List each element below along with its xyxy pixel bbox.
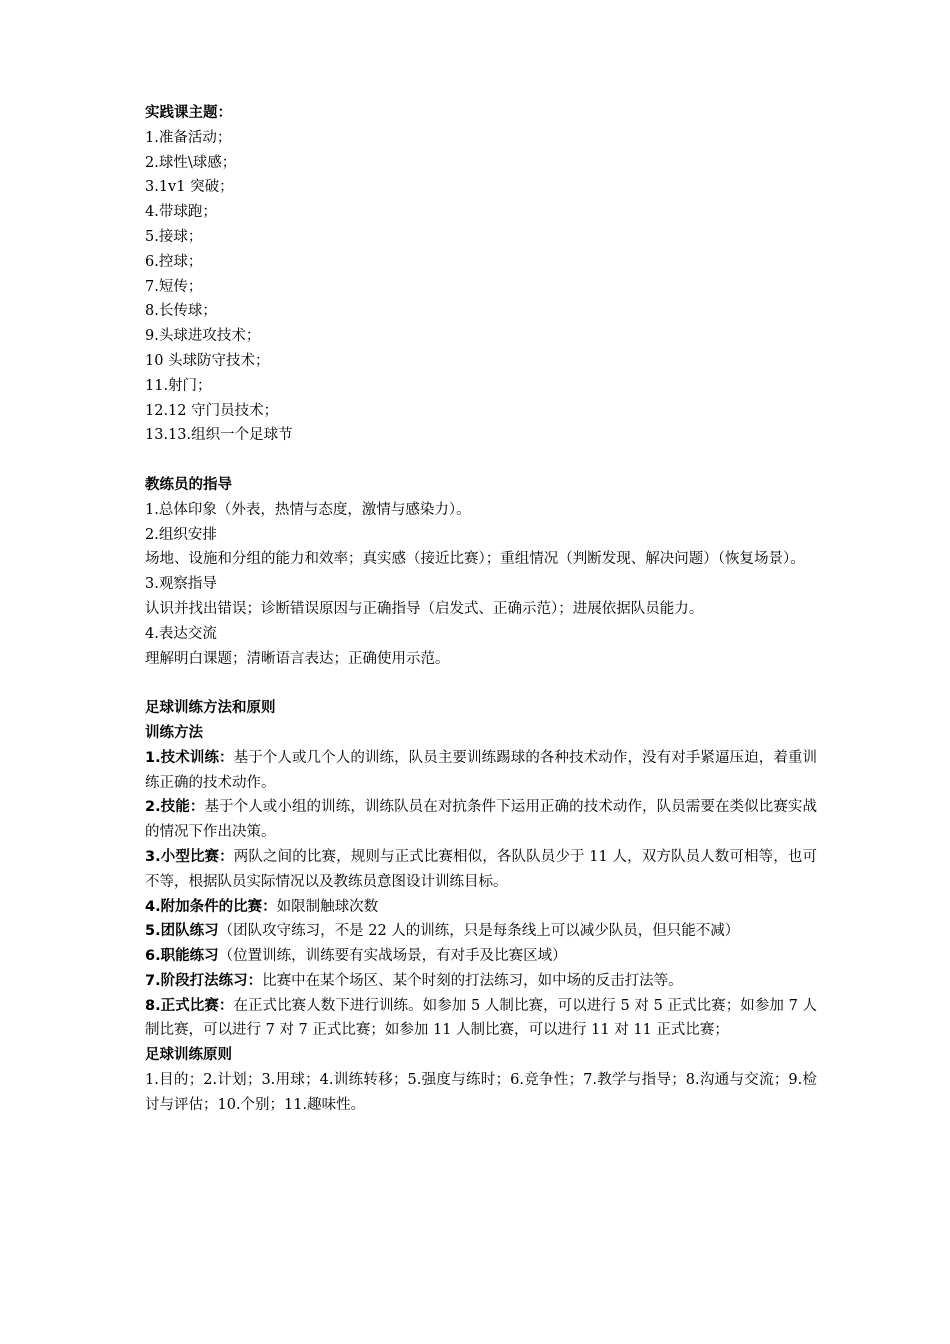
- subsection-title-training-methods: 训练方法: [145, 724, 203, 741]
- guidance-line: 4.表达交流: [145, 625, 217, 642]
- method-item: [145, 994, 817, 1044]
- list-item: 9.头球进攻技术；: [145, 328, 261, 345]
- spacer: [145, 448, 817, 473]
- method-lead: 1.技术训练：: [145, 749, 234, 766]
- method-item: [145, 919, 817, 944]
- list-item: 12.12 守门员技术；: [145, 402, 279, 419]
- method-lead: 6.职能练习: [145, 948, 219, 965]
- list-item: 3.1v1 突破；: [145, 179, 234, 196]
- spacer: [145, 671, 817, 696]
- method-item: [145, 795, 817, 845]
- section-title-practice-topics: 实践课主题：: [145, 105, 232, 121]
- list-item: 8.长传球；: [145, 303, 217, 320]
- method-lead: 8.正式比赛：: [145, 997, 234, 1014]
- document-page: [145, 101, 817, 1118]
- method-item: [145, 746, 817, 796]
- guidance-line: 理解明白课题；清晰语言表达；正确使用示范。: [145, 650, 450, 667]
- method-lead: 3.小型比赛：: [145, 848, 234, 865]
- guidance-line: 认识并找出错误；诊断错误原因与正确指导（启发式、正确示范）；进展依据队员能力。: [145, 600, 704, 617]
- guidance-line: 1.总体印象（外表，热情与态度，激情与感染力）。: [145, 501, 471, 518]
- method-item: [145, 895, 817, 920]
- method-lead: 2.技能：: [145, 799, 205, 816]
- method-text: 基于个人或小组的训练，训练队员在对抗条件下运用正确的技术动作，队员需要在类似比赛实战的情况下作出决策。: [145, 799, 817, 841]
- list-item: 4.带球跑；: [145, 204, 217, 221]
- list-item: 5.接球；: [145, 228, 203, 245]
- list-item: 6.控球；: [145, 253, 203, 270]
- method-text: 基于个人或几个人的训练，队员主要训练踢球的各种技术动作，没有对手紧逼压迫，着重训练正确的技术动作。: [145, 749, 817, 791]
- list-item: 10 头球防守技术；: [145, 352, 270, 369]
- list-item: 7.短传；: [145, 278, 203, 295]
- method-item: [145, 944, 817, 969]
- guidance-line: 2.组织安排: [145, 526, 217, 543]
- section-title-coach-guidance: 教练员的指导: [145, 476, 232, 493]
- method-lead: 4.附加条件的比赛：: [145, 898, 277, 915]
- method-text: 如限制触球次数: [276, 898, 379, 915]
- method-lead: 7.阶段打法练习：: [145, 972, 263, 989]
- method-item: [145, 969, 817, 994]
- method-text: 两队之间的比赛，规则与正式比赛相似，各队队员少于 11 人，双方队员人数可相等，也可不等，根据队员实际情况以及教练员意图设计训练目标。: [145, 848, 817, 890]
- guidance-line: 场地、设施和分组的能力和效率；真实感（接近比赛）；重组情况（判断发现、解决问题）（恢复场景）。: [145, 551, 805, 568]
- section-title-training-methods-principles: 足球训练方法和原则: [145, 700, 276, 717]
- method-text: （位置训练，训练要有实战场景，有对手及比赛区域）: [218, 948, 567, 965]
- list-item: 13.13.组织一个足球节: [145, 427, 293, 444]
- list-item: 11.射门；: [145, 377, 212, 394]
- list-item: 2.球性\球感；: [145, 154, 237, 171]
- method-text: 在正式比赛人数下进行训练。如参加 5 人制比赛，可以进行 5 对 5 正式比赛；如参加 7 人制比赛，可以进行 7 对 7 正式比赛；如参加 11 人制比赛，可以进行 11 对 11 正式比赛；: [145, 997, 817, 1039]
- method-item: [145, 845, 817, 895]
- method-text: （团队攻守练习，不是 22 人的训练，只是每条线上可以减少队员，但只能不减）: [218, 923, 740, 940]
- list-item: 1.准备活动；: [145, 129, 232, 146]
- subsection-title-training-principles: 足球训练原则: [145, 1047, 232, 1064]
- principles-text: 1.目的；2.计划；3.用球；4.训练转移；5.强度与练时；6.竞争性；7.教学与指导；8.沟通与交流；9.检讨与评估；10.个别；11.趣味性。: [145, 1072, 817, 1113]
- method-lead: 5.团队练习: [145, 923, 219, 940]
- guidance-line: 3.观察指导: [145, 576, 217, 593]
- method-text: 比赛中在某个场区、某个时刻的打法练习，如中场的反击打法等。: [262, 972, 683, 989]
